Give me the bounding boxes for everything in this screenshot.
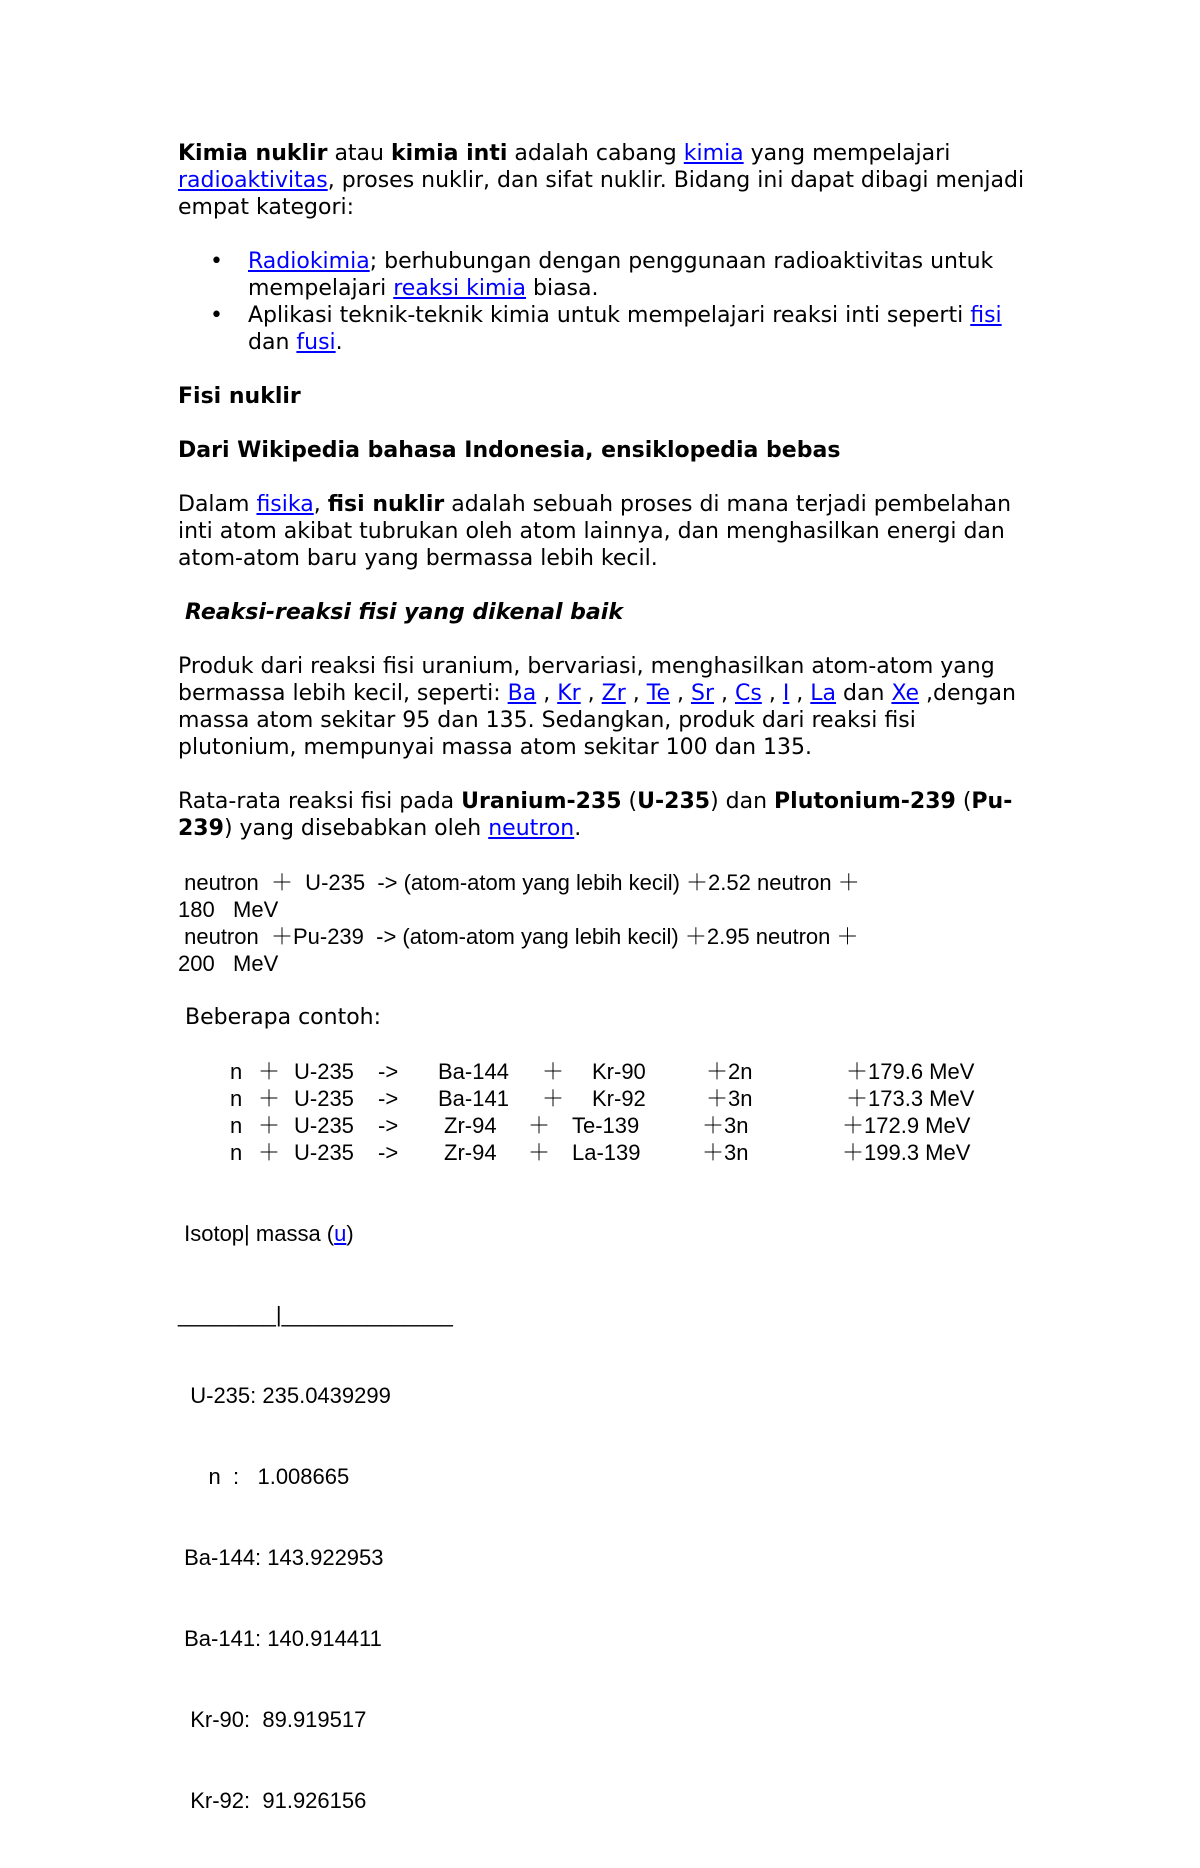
reaction-plus: ＋ (528, 1140, 551, 1165)
separator: , (536, 681, 558, 706)
reaction-arrow: -> (378, 1086, 399, 1111)
rata-text: ( (955, 789, 972, 814)
rata-text: ( (621, 789, 638, 814)
link-fisi[interactable]: fisi (970, 303, 1002, 328)
table-row: Ba-141: 140.914411 (178, 1626, 382, 1651)
rata-text: ) yang disebabkan oleh (223, 816, 489, 841)
reaction-plus: ＋ (258, 1059, 281, 1084)
term-kimia-inti: kimia inti (390, 141, 508, 166)
reaction-energy: ＋199.3 MeV (842, 1140, 971, 1165)
reaction-plus: ＋ (258, 1113, 281, 1138)
link-element-xe[interactable]: Xe (891, 681, 920, 706)
reaction-plus: ＋ (542, 1086, 565, 1111)
equation-line: neutron ＋ U-235 -> (atom-atom yang lebih kecil) ＋2.52 neutron ＋ (178, 870, 860, 895)
term-u-235: U-235 (637, 789, 711, 814)
list-item-text: dan (248, 330, 297, 355)
table-row: U-235: 235.0439299 (178, 1383, 391, 1408)
header-separator: | (244, 1221, 250, 1246)
reaction-reactant: U-235 (294, 1059, 354, 1084)
reaction-row (178, 1085, 1038, 1112)
link-element-zr[interactable]: Zr (601, 681, 626, 706)
table-row: Ba-144: 143.922953 (178, 1545, 384, 1570)
list-item-text: Aplikasi teknik-teknik kimia untuk mempelajari reaksi inti seperti (248, 303, 971, 328)
heading-wikipedia-source: Dari Wikipedia bahasa Indonesia, ensiklopedia bebas (178, 438, 841, 463)
reaction-product-a: Zr-94 (444, 1140, 497, 1165)
table-row: n : 1.008665 (178, 1464, 350, 1489)
table-row: Kr-92: 91.926156 (178, 1788, 367, 1813)
reaction-reactant: U-235 (294, 1140, 354, 1165)
term-pu-239: Pu-239 (178, 789, 1013, 841)
header-isotop: Isotop (178, 1221, 245, 1246)
equation-line: 200 MeV (178, 951, 279, 976)
reaction-neutron: n (230, 1086, 243, 1111)
term-uranium-235: Uranium-235 (461, 789, 622, 814)
link-radiokimia[interactable]: Radiokimia (248, 249, 370, 274)
equation-line: 180 MeV (178, 897, 279, 922)
list-item-text: . (335, 330, 343, 355)
list-item (178, 302, 1038, 356)
reaction-product-a: Ba-144 (438, 1059, 509, 1084)
term-fisi-nuklir: fisi nuklir (327, 492, 445, 517)
reaction-product-a: Zr-94 (444, 1113, 497, 1138)
produk-text: dan (836, 681, 885, 706)
list-item-text: biasa. (526, 276, 599, 301)
link-element-sr[interactable]: Sr (691, 681, 715, 706)
link-fusi[interactable]: fusi (296, 330, 336, 355)
definition-text: adalah sebuah proses di mana terjadi pembelahan inti atom akibat tubrukan oleh atom lainnya, dan menghasilkan energi dan atom-atom baru yang bermassa lebih kecil. (178, 492, 1012, 571)
reaction-neutrons: ＋3n (706, 1086, 753, 1111)
bullet-icon: • (210, 249, 223, 274)
link-element-te[interactable]: Te (646, 681, 671, 706)
link-reaksi-kimia[interactable]: reaksi kimia (393, 276, 526, 301)
link-element-i[interactable]: I (782, 681, 790, 706)
reaction-product-b: Te-139 (572, 1113, 640, 1138)
reaction-product-a: Ba-141 (438, 1086, 509, 1111)
document-page (178, 140, 1038, 1868)
reaction-plus: ＋ (258, 1140, 281, 1165)
term-kimia-nuklir: Kimia nuklir (178, 141, 328, 166)
equation-line: neutron ＋Pu-239 -> (atom-atom yang lebih kecil) ＋2.95 neutron ＋ (178, 924, 859, 949)
reaction-energy: ＋179.6 MeV (846, 1059, 975, 1084)
rata-text: ) dan (710, 789, 775, 814)
reaction-arrow: -> (378, 1140, 399, 1165)
produk-text: ,dengan massa atom sekitar 95 dan 135. Sedangkan, produk dari reaksi fisi plutonium, mempunyai massa atom sekitar 100 dan 135. (178, 681, 1016, 760)
link-element-kr[interactable]: Kr (557, 681, 581, 706)
table-row: Kr-90: 89.919517 (178, 1707, 367, 1732)
rata-text: Rata-rata reaksi fisi pada (178, 789, 462, 814)
isotope-table-rule: ________|______________ (178, 1302, 453, 1327)
category-list (178, 248, 1038, 356)
intro-text: , proses nuklir, dan sifat nuklir. Bidang ini dapat dibagi menjadi empat kategori: (178, 168, 1025, 220)
heading-fisi-nuklir: Fisi nuklir (178, 384, 301, 409)
list-item (178, 248, 1038, 302)
reaction-plus: ＋ (528, 1113, 551, 1138)
definition-text: Dalam (178, 492, 257, 517)
reaction-neutron: n (230, 1113, 243, 1138)
intro-text: yang mempelajari (743, 141, 951, 166)
term-plutonium-239: Plutonium-239 (774, 789, 956, 814)
link-element-la[interactable]: La (810, 681, 837, 706)
rata-text: . (574, 816, 582, 841)
bullet-icon: • (210, 303, 223, 328)
reaction-neutrons: ＋2n (706, 1059, 753, 1084)
link-radioaktivitas[interactable]: radioaktivitas (178, 168, 328, 193)
reaction-product-b: Kr-92 (592, 1086, 646, 1111)
reaction-product-b: La-139 (572, 1140, 641, 1165)
separator: , (789, 681, 811, 706)
link-fisika[interactable]: fisika (256, 492, 314, 517)
reaction-neutron: n (230, 1059, 243, 1084)
reaction-examples (178, 1058, 1038, 1166)
equation-u235 (178, 869, 1038, 923)
header-close-paren: ) (346, 1221, 354, 1246)
reaction-row (178, 1058, 1038, 1085)
link-element-ba[interactable]: Ba (507, 681, 537, 706)
reaction-plus: ＋ (542, 1059, 565, 1084)
link-neutron[interactable]: neutron (488, 816, 575, 841)
reaction-neutron: n (230, 1140, 243, 1165)
intro-text: adalah cabang (507, 141, 684, 166)
rata-rata-paragraph (178, 788, 1038, 842)
header-massa: massa ( (249, 1221, 335, 1246)
separator: , (670, 681, 691, 706)
reaction-energy: ＋173.3 MeV (846, 1086, 975, 1111)
reaction-reactant: U-235 (294, 1086, 354, 1111)
link-u[interactable]: u (334, 1221, 347, 1246)
list-item-text: ; berhubungan dengan penggunaan radioaktivitas untuk mempelajari (248, 249, 994, 301)
link-element-cs[interactable]: Cs (735, 681, 762, 706)
intro-paragraph (178, 140, 1038, 221)
reaction-arrow: -> (378, 1059, 399, 1084)
separator: , (580, 681, 602, 706)
equation-pu239 (178, 923, 1038, 977)
isotope-table (178, 1166, 1038, 1868)
reaction-neutrons: ＋3n (702, 1140, 749, 1165)
reaction-reactant: U-235 (294, 1113, 354, 1138)
reaction-arrow: -> (378, 1113, 399, 1138)
separator: , (625, 681, 647, 706)
separator: , (714, 681, 735, 706)
produk-paragraph (178, 653, 1038, 761)
reaction-row (178, 1139, 1038, 1166)
definition-text: , (313, 492, 328, 517)
produk-text: Produk dari reaksi fisi uranium, bervariasi, menghasilkan atom-atom yang bermassa lebih kecil, seperti: (178, 654, 995, 706)
heading-reaksi-fisi: Reaksi-reaksi fisi yang dikenal baik (185, 600, 623, 625)
isotope-table-header (178, 1220, 1038, 1247)
reaction-neutrons: ＋3n (702, 1113, 749, 1138)
reaction-row (178, 1112, 1038, 1139)
link-kimia[interactable]: kimia (683, 141, 744, 166)
separator: , (761, 681, 783, 706)
reaction-product-b: Kr-90 (592, 1059, 646, 1084)
contoh-label: Beberapa contoh: (178, 1005, 382, 1030)
definition-paragraph (178, 491, 1038, 572)
reaction-plus: ＋ (258, 1086, 281, 1111)
reaction-energy: ＋172.9 MeV (842, 1113, 971, 1138)
intro-text: atau (327, 141, 391, 166)
